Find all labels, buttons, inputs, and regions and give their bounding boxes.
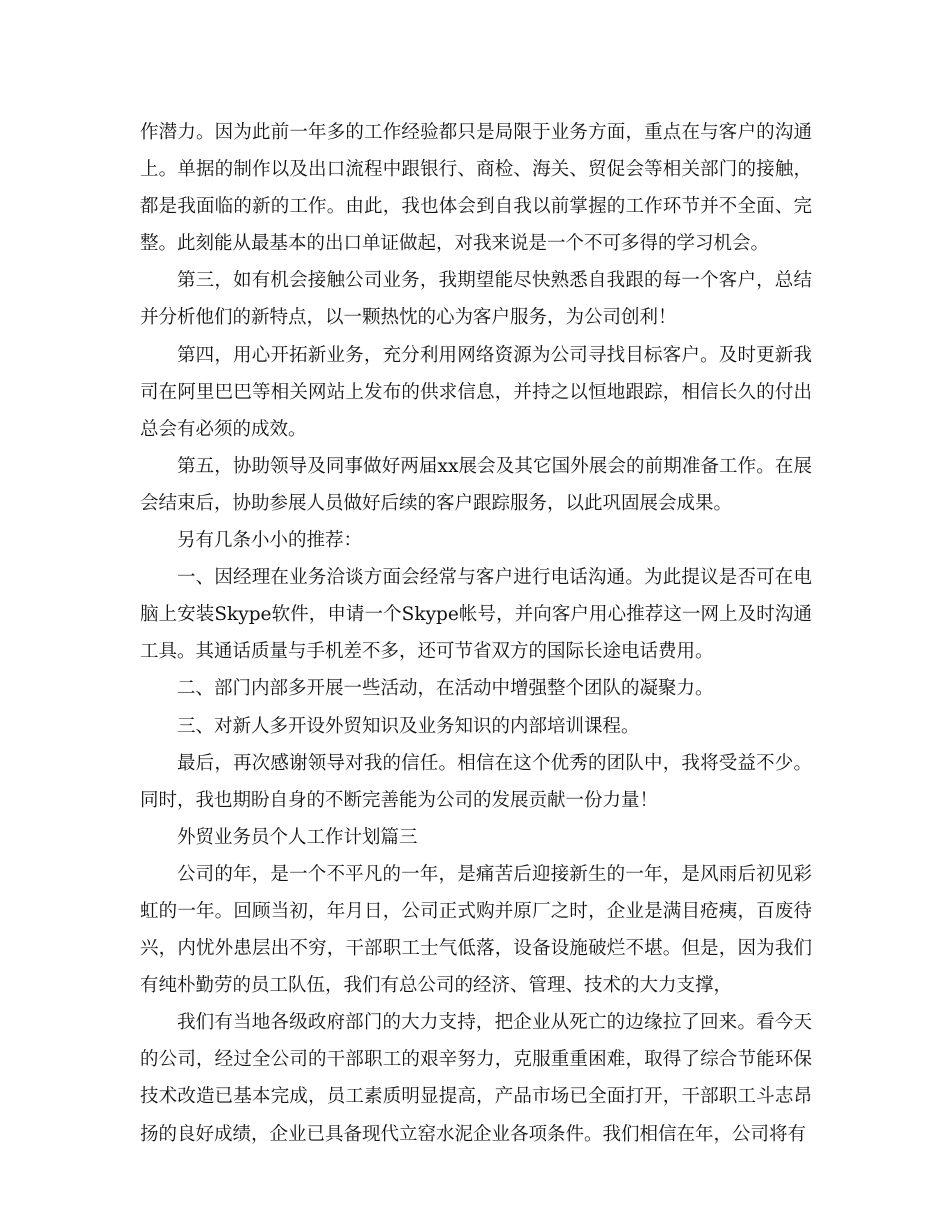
paragraph: 第三，如有机会接触公司业务，我期望能尽快熟悉自我跟的每一个客户，总结并分析他们的新特点，以一颗热忱的心为客户服务，为公司创利！ [140,270,812,329]
document-body [140,114,812,1153]
paragraph: 作潜力。因为此前一年多的工作经验都只是局限于业务方面，重点在与客户的沟通上。单据的制作以及出口流程中跟银行、商检、海关、贸促会等相关部门的接触，都是我面临的新的工作。由此，我也体会到自我以前掌握的工作环节并不全面、完整。此刻能从最基本的出口单证做起，对我来说是一个不可多得的学习机会。 [140,122,812,255]
paragraph: 一、因经理在业务洽谈方面会经常与客户进行电话沟通。为此提议是否可在电脑上安装Skype软件，申请一个Skype帐号，并向客户用心推荐这一网上及时沟通工具。其通话质量与手机差不多，还可节省双方的国际长途电话费用。 [140,567,812,663]
paragraph: 另有几条小小的推荐： [177,530,363,552]
section-heading: 外贸业务员个人工作计划篇三 [177,826,418,848]
paragraph: 最后，再次感谢领导对我的信任。相信在这个优秀的团队中，我将受益不少。同时，我也期盼自身的不断完善能为公司的发展贡献一份力量！ [140,752,812,811]
paragraph: 第四，用心开拓新业务，充分利用网络资源为公司寻找目标客户。及时更新我司在阿里巴巴等相关网站上发布的供求信息，并持之以恒地跟踪，相信长久的付出总会有必须的成效。 [140,344,812,440]
paragraph: 三、对新人多开设外贸知识及业务知识的内部培训课程。 [177,715,640,737]
paragraph: 第五，协助领导及同事做好两届xx展会及其它国外展会的前期准备工作。在展会结束后，协助参展人员做好后续的客户跟踪服务，以此巩固展会成果。 [140,455,812,514]
paragraph: 二、部门内部多开展一些活动，在活动中增强整个团队的凝聚力。 [177,678,714,700]
paragraph: 我们有当地各级政府部门的大力支持，把企业从死亡的边缘拉了回来。看今天的公司，经过全公司的干部职工的艰辛努力，克服重重困难，取得了综合节能环保技术改造已基本完成，员工素质明显提高，产品市场已全面打开，干部职工斗志昂扬的良好成绩，企业已具备现代立窑水泥企业各项条件。我们相信在年，公司将有 [140,1012,812,1145]
paragraph: 公司的年，是一个不平凡的一年，是痛苦后迎接新生的一年，是风雨后初见彩虹的一年。回顾当初，年月日，公司正式购并原厂之时，企业是满目疮痍，百废待兴，内忧外患层出不穷，干部职工士气低落，设备设施破烂不堪。但是，因为我们有纯朴勤劳的员工队伍，我们有总公司的经济、管理、技术的大力支撑， [140,863,812,997]
